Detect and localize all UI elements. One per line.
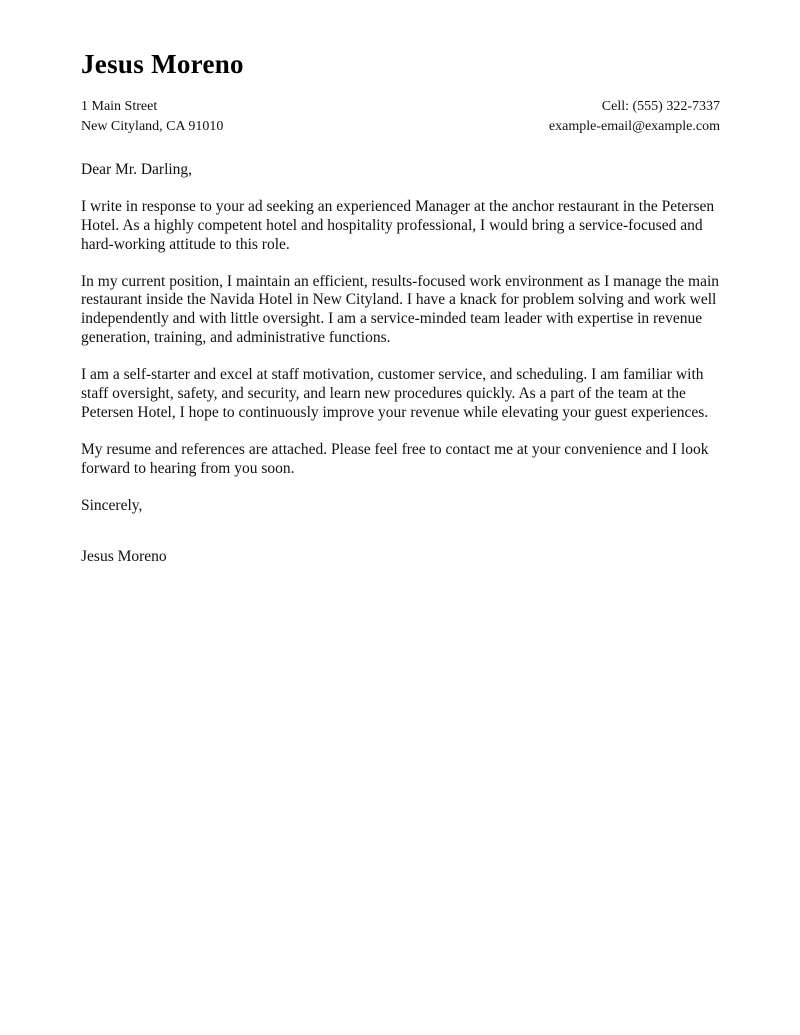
sender-name-heading: Jesus Moreno bbox=[81, 49, 244, 79]
email-line: example-email@example.com bbox=[548, 118, 720, 134]
body-paragraph-4: My resume and references are attached. Please feel free to contact me at your convenience and I look forward to hearing from you soon. bbox=[81, 440, 709, 477]
sender-contact-info bbox=[549, 97, 720, 137]
phone-line: Cell: (555) 322-7337 bbox=[601, 98, 720, 114]
body-paragraph-1: I write in response to your ad seeking an experienced Manager at the anchor restaurant in the Petersen Hotel. As a highly competent hotel and hospitality professional, I would bring a service-focused and hard-working attitude to this role. bbox=[81, 197, 715, 253]
body-paragraph-2: In my current position, I maintain an efficient, results-focused work environment as I manage the main restaurant inside the Navida Hotel in New Cityland. I have a knack for problem solving and work well independently and with little oversight. I am a service-minded team leader with expertise in revenue generation, training, and administrative functions. bbox=[81, 272, 720, 347]
sender-address bbox=[81, 97, 223, 137]
salutation: Dear Mr. Darling, bbox=[81, 160, 193, 178]
signature-name: Jesus Moreno bbox=[81, 547, 167, 565]
closing-line: Sincerely, bbox=[81, 496, 143, 514]
contact-block bbox=[81, 97, 720, 137]
address-line-1: 1 Main Street bbox=[81, 98, 158, 114]
body-paragraph-3: I am a self-starter and excel at staff motivation, customer service, and scheduling. I am familiar with staff oversight, safety, and security, and learn new procedures quickly. As a part of the team at the Petersen Hotel, I hope to continuously improve your revenue while elevating your guest experiences. bbox=[81, 366, 709, 421]
address-line-2: New Cityland, CA 91010 bbox=[81, 118, 224, 134]
